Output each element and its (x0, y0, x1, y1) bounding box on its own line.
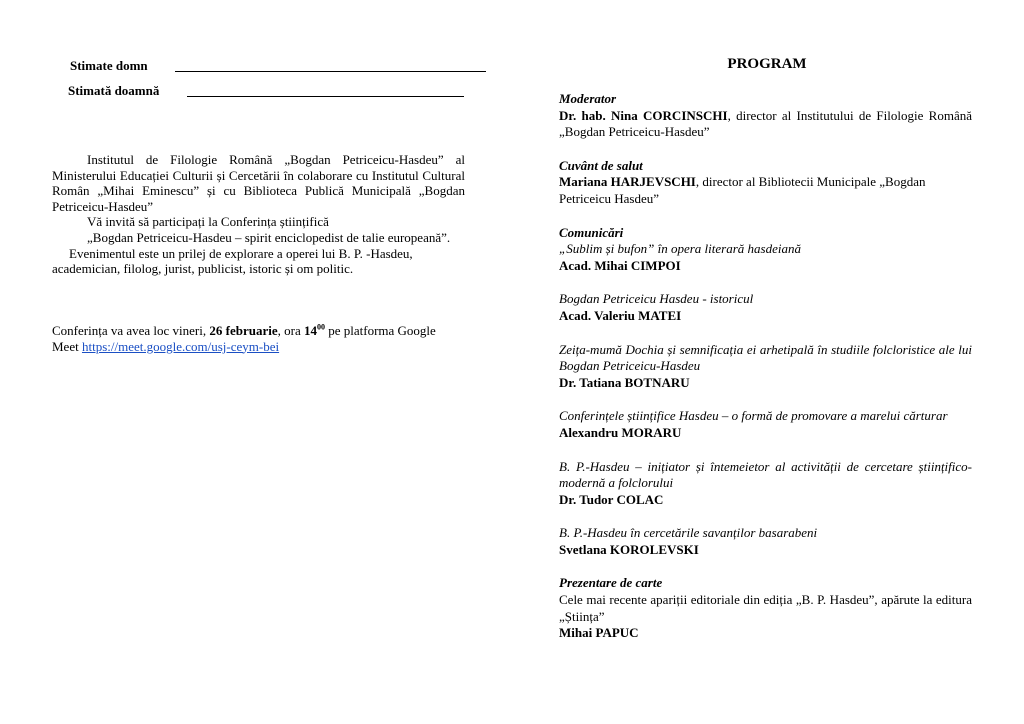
book-section (559, 575, 972, 641)
welcome-role: , director al Bibliotecii Municipale „Bogdan Petriceicu Hasdeu” (559, 174, 926, 206)
welcome-name: Mariana HARJEVSCHI (559, 174, 696, 190)
talk-item (559, 342, 972, 392)
conference-details (52, 323, 465, 354)
conference-date: 26 februarie (209, 323, 278, 338)
talk-item (559, 225, 972, 275)
program-page (512, 0, 1024, 724)
conference-hour: 14 (303, 323, 317, 338)
talk-topic: Bogdan Petriceicu Hasdeu - istoricul (559, 291, 754, 307)
name-line-male (175, 71, 486, 72)
talk-topic: „Sublim și bufon” în opera literară hasdeiană (559, 241, 801, 257)
conference-prefix: Conferința va avea loc vineri, (52, 323, 210, 338)
talk-item (559, 291, 972, 324)
conference-suffix: pe platforma Google Meet (52, 323, 436, 354)
talk-topic: B. P.-Hasdeu în cercetările savanților basarabeni (559, 525, 818, 541)
conference-mid: , ora (277, 323, 304, 338)
program-title: PROGRAM (727, 56, 807, 72)
invitation-text (52, 152, 465, 277)
invitation-paragraph-1: Institutul de Filologie Română „Bogdan Petriceicu-Hasdeu” al Ministerului Educației Culturii și Cercetării în colaborare cu Institutul Cultural Român „Mihai Eminescu” și cu Biblioteca Publică Municipală „Bogdan Petriceicu-Hasdeu” (52, 152, 465, 214)
talk-topic: Zeița-mumă Dochia și semnificația ei arhetipală în studiile folcloristice ale lui Bogdan Petriceicu-Hasdeu (559, 341, 972, 374)
talk-speaker: Acad. Valeriu MATEI (559, 307, 682, 323)
conference-minutes: 00 (316, 322, 325, 332)
name-line-female (187, 96, 464, 97)
book-text: Cele mai recente apariții editoriale din ediția „B. P. Hasdeu”, apărute la editura „Știința” (559, 592, 972, 624)
moderator-section (559, 91, 972, 141)
talk-topic: B. P.-Hasdeu – inițiator și întemeietor al activității de cercetare științifico-modernă a folclorului (559, 458, 972, 491)
talk-speaker: Acad. Mihai CIMPOI (559, 257, 681, 273)
book-speaker: Mihai PAPUC (559, 625, 639, 641)
welcome-label: Cuvânt de salut (559, 157, 643, 173)
talks-label: Comunicări (559, 224, 624, 240)
moderator-name: Dr. hab. Nina CORCINSCHI (559, 107, 728, 123)
conference-title: „Bogdan Petriceicu-Hasdeu – spirit enciclopedist de talie europeană”. (87, 229, 451, 245)
talk-item (559, 408, 972, 441)
salutation-male: Stimate domn (70, 58, 148, 73)
book-label: Prezentare de carte (559, 575, 663, 591)
talk-speaker: Svetlana KOROLEVSKI (559, 541, 699, 557)
invitation-paragraph-2: Vă invită să participați la Conferința științifică (87, 214, 329, 230)
program-content (559, 91, 972, 642)
talk-speaker: Dr. Tudor COLAC (559, 491, 664, 507)
welcome-section (559, 158, 972, 208)
talk-item (559, 525, 972, 558)
talk-topic: Conferințele științifice Hasdeu – o formă de promovare a marelui cărturar (559, 408, 948, 424)
talk-speaker: Alexandru MORARU (559, 424, 682, 440)
salutation-female: Stimată doamnă (68, 83, 160, 98)
talk-item (559, 459, 972, 509)
talk-speaker: Dr. Tatiana BOTNARU (559, 374, 690, 390)
meet-link[interactable]: https://meet.google.com/usj-ceym-bei (81, 338, 280, 354)
invitation-paragraph-4: Evenimentul este un prilej de explorare a operei lui B. P. -Hasdeu, academician, filolog, jurist, publicist, istoric și om politic. (52, 245, 413, 277)
moderator-label: Moderator (559, 91, 617, 106)
moderator-role: , director al Institutului de Filologie Română „Bogdan Petriceicu-Hasdeu” (559, 107, 972, 140)
